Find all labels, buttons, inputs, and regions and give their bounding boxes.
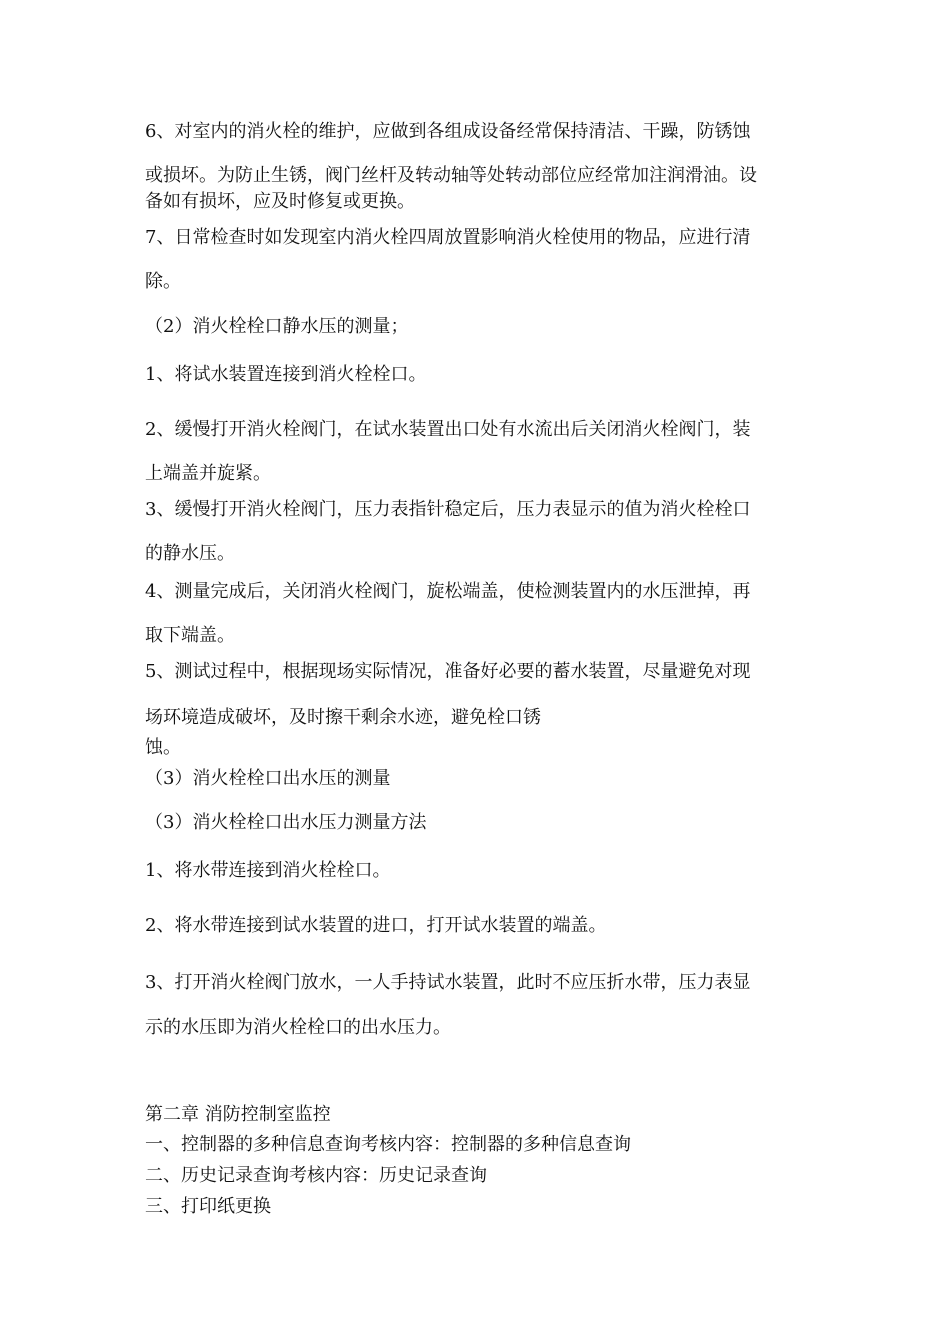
paragraph-line: 备如有损坏，应及时修复或更换。	[145, 191, 415, 212]
paragraph-line: 的静水压。	[145, 543, 235, 564]
paragraph-line: 6、对室内的消火栓的维护，应做到各组成设备经常保持清洁、干躁，防锈蚀	[145, 121, 751, 142]
paragraph-line: 取下端盖。	[145, 625, 235, 646]
paragraph-line: 4、测量完成后，关闭消火栓阀门，旋松端盖，使检测装置内的水压泄掉，再	[145, 581, 751, 602]
paragraph-line: 3、缓慢打开消火栓阀门，压力表指针稳定后，压力表显示的值为消火栓栓口	[145, 499, 751, 520]
paragraph-line: 示的水压即为消火栓栓口的出水压力。	[145, 1017, 451, 1038]
paragraph-line: 2、缓慢打开消火栓阀门，在试水装置出口处有水流出后关闭消火栓阀门，装	[145, 419, 751, 440]
paragraph-line: 蚀。	[145, 737, 181, 758]
paragraph-line: 2、将水带连接到试水装置的进口，打开试水装置的端盖。	[145, 915, 607, 936]
chapter-item: 三、打印纸更换	[145, 1196, 271, 1217]
paragraph-line: 5、测试过程中，根据现场实际情况，准备好必要的蓄水装置，尽量避免对现	[145, 661, 751, 682]
paragraph-line: 1、将试水装置连接到消火栓栓口。	[145, 364, 427, 385]
section-heading: （3）消火栓栓口出水压的测量	[145, 768, 391, 789]
paragraph-line: 上端盖并旋紧。	[145, 463, 271, 484]
section-heading: （3）消火栓栓口出水压力测量方法	[145, 812, 427, 833]
paragraph-line: 7、日常检查时如发现室内消火栓四周放置影响消火栓使用的物品，应进行清	[145, 227, 751, 248]
chapter-item: 一、控制器的多种信息查询考核内容：控制器的多种信息查询	[145, 1134, 631, 1155]
paragraph-line: 场环境造成破坏，及时擦干剩余水迹，避免栓口锈	[145, 707, 541, 728]
paragraph-line: 除。	[145, 271, 181, 292]
paragraph-line: 1、将水带连接到消火栓栓口。	[145, 860, 391, 881]
chapter-title: 第二章 消防控制室监控	[145, 1104, 331, 1125]
paragraph-line: 或损坏。为防止生锈，阀门丝杆及转动轴等处转动部位应经常加注润滑油。设	[145, 165, 757, 186]
paragraph-line: 3、打开消火栓阀门放水，一人手持试水装置，此时不应压折水带，压力表显	[145, 972, 751, 993]
section-heading: （2）消火栓栓口静水压的测量；	[145, 316, 409, 337]
chapter-item: 二、历史记录查询考核内容：历史记录查询	[145, 1165, 487, 1186]
